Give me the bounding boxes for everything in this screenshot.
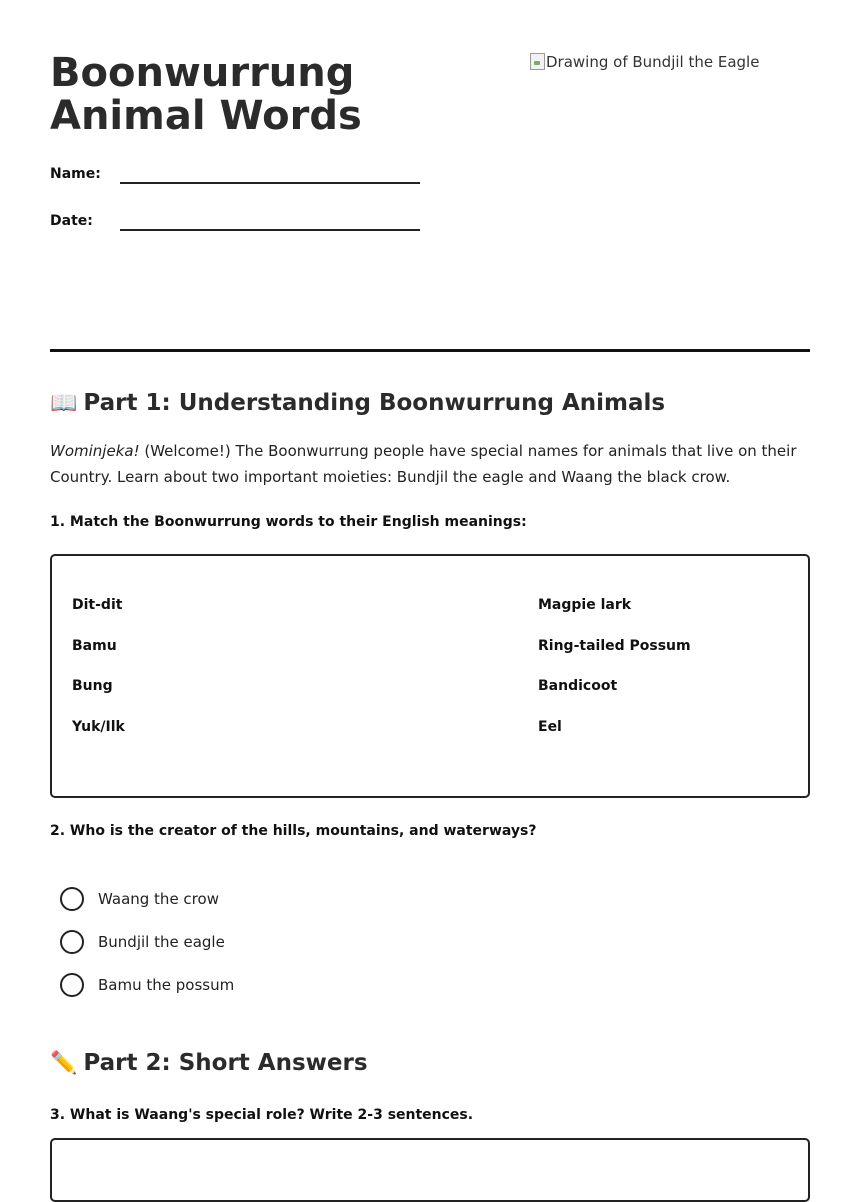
page-title: Boonwurrung Animal Words xyxy=(50,50,362,139)
option-label-bamu: Bamu the possum xyxy=(98,976,235,994)
matching-box xyxy=(50,554,810,798)
match-word-bamu[interactable]: Bamu xyxy=(72,638,117,654)
match-meaning-magpie-lark[interactable]: Magpie lark xyxy=(538,597,632,613)
radio-bamu[interactable] xyxy=(60,973,84,997)
bundjil-eagle-image xyxy=(530,52,810,92)
match-meaning-ring-tailed-possum[interactable]: Ring-tailed Possum xyxy=(538,638,691,654)
match-meaning-eel[interactable]: Eel xyxy=(538,719,562,735)
option-label-waang: Waang the crow xyxy=(98,890,219,908)
date-label: Date: xyxy=(50,213,93,229)
match-word-bung[interactable]: Bung xyxy=(72,678,113,694)
match-word-yuk-ilk[interactable]: Yuk/Ilk xyxy=(72,719,125,735)
part1-heading-text: Part 1: Understanding Boonwurrung Animals xyxy=(83,390,666,416)
part2-heading xyxy=(50,1050,368,1076)
name-label: Name: xyxy=(50,166,101,182)
pencil-icon: ✏️ xyxy=(50,1051,78,1076)
section-divider xyxy=(50,349,810,352)
intro-text: (Welcome!) The Boonwurrung people have special names for animals that live on their Country. Learn about two important moieties: Bundjil the eagle and Waang the black crow. xyxy=(50,442,797,486)
question-2: 2. Who is the creator of the hills, mountains, and waterways? xyxy=(50,823,537,839)
answer-box-question-3[interactable] xyxy=(50,1138,810,1202)
match-word-dit-dit[interactable]: Dit-dit xyxy=(72,597,123,613)
radio-bundjil[interactable] xyxy=(60,930,84,954)
question-1: 1. Match the Boonwurrung words to their English meanings: xyxy=(50,514,527,530)
date-input-line[interactable] xyxy=(120,229,420,231)
worksheet-page xyxy=(50,0,810,1161)
name-input-line[interactable] xyxy=(120,182,420,184)
part2-heading-text: Part 2: Short Answers xyxy=(83,1050,368,1076)
image-alt-text: Drawing of Bundjil the Eagle xyxy=(546,53,760,71)
part1-intro xyxy=(50,438,810,490)
open-book-icon: 📖 xyxy=(50,391,78,416)
radio-waang[interactable] xyxy=(60,887,84,911)
match-meaning-bandicoot[interactable]: Bandicoot xyxy=(538,678,618,694)
question-3: 3. What is Waang's special role? Write 2-3 sentences. xyxy=(50,1107,474,1123)
option-label-bundjil: Bundjil the eagle xyxy=(98,933,225,951)
intro-greeting: Wominjeka! xyxy=(50,442,140,460)
part1-heading xyxy=(50,390,665,416)
broken-image-icon xyxy=(530,53,545,70)
